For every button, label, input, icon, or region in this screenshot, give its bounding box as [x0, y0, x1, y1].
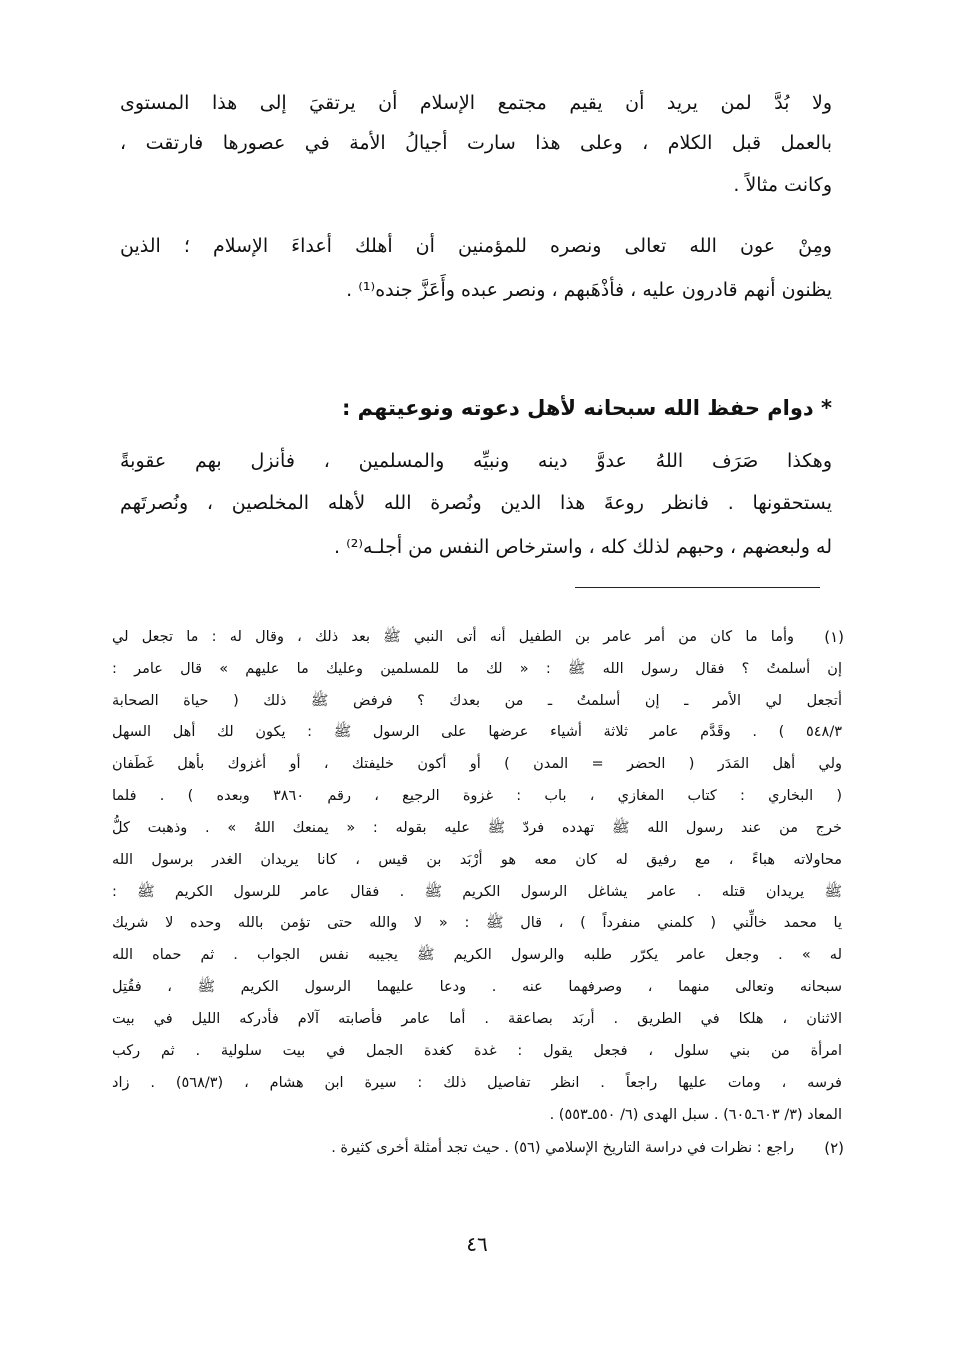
footnote-1-line: محاولاته هباءً ، مع رفيق له كان معه هو أرْبَد بن قيس ، كانا يريدان الغدر برسول الله: [112, 852, 842, 868]
footnote-1-line: سبحانه وتعالى منهما ، وصرفهما عنه . ودعا عليهما الرسول الكريم ﷺ ، فقُتِل: [112, 979, 842, 995]
footnote-1-line: ﷺ يريدان قتله . عامر يشاغل الرسول الكريم ﷺ . فقال عامر للرسول الكريم ﷺ :: [112, 884, 842, 900]
section-heading: * دوام حفظ الله سبحانه لأهل دعوته ونوعيتهم :: [341, 396, 832, 420]
paragraph-2-line: ومِنْ عون الله تعالى ونصره للمؤمنين أن أهلك أعداءَ الإسلام ؛ الذين: [120, 235, 832, 257]
footnote-1-line: ( البخاري : كتاب المغازي ، باب : غزوة الرجيع ، رقم ٣٨٦٠ وبعده ) . فلما: [112, 788, 842, 804]
footnote-1-line: امرأة من بني سلول ، فجعل يقول : غدة كغدة الجمل في بيت سلولية . ثم ركب: [112, 1043, 842, 1059]
footnote-1-line: إن أسلمتُ ؟ فقال رسول الله ﷺ : « لك ما للمسلمين وعليك ما عليهم » قال عامر :: [112, 661, 842, 677]
page-number: ٤٦: [466, 1232, 488, 1256]
paragraph-1-line: بالعمل قبل الكلام ، وعلى هذا سارت أجيالُ الأمة في عصورها فارتقت ،: [120, 132, 832, 154]
footnote-1-marker: (١): [824, 628, 844, 646]
footnote-1-line: ٥٤٨/٣ ) . وقَدَّم عامر ثلاثة أشياء عرضها على الرسول ﷺ : يكون لك أهل السهل: [112, 724, 842, 740]
paragraph-3-line: يستحقونها . فانظر روعةَ هذا الدين ونُصرة الله لأهله المخلصين ، ونُصرتَهم: [120, 492, 832, 514]
paragraph-1-line: وكانت مثالاً .: [733, 174, 832, 196]
footnote-1-line: المعاد (٣/ ٦٠٣ـ٦٠٥) . سبل الهدى (٦/ ٥٥٠ـ٥٥٣) .: [549, 1107, 842, 1123]
footnote-1-line: يا محمد خالِّني ( كلمني منفرداً ) ، قال ﷺ : « لا والله حتى تؤمن بالله وحده لا شريك: [112, 915, 842, 931]
footnote-2-marker: (٢): [824, 1139, 844, 1157]
paragraph-3-line: وهكذا صَرَف اللهُ عدوَّ دينه ونبيِّه والمسلمين ، فأنزل بهم عقوبةً: [120, 450, 832, 472]
footnote-1-line: وأما ما كان من أمر عامر بن الطفيل أنه أتى النبي ﷺ بعد ذلك ، وقال له : ما تجعل لي: [112, 629, 794, 645]
footnote-1-line: خرج من عند رسول الله ﷺ تهدده فردّ ﷺ عليه بقوله : « يمنعك اللهُ » . وذهبت كلُّ: [112, 820, 842, 836]
footnote-1-line: ولي أهل المَدَر ( الحضر = المدن ) أو أكون خليفتك ، أو أغزوك بأهل غَطَفان: [112, 756, 842, 772]
paragraph-2-line: يظنون أنهم قادرون عليه ، فأذْهَبهم ، ونصر عبده وأَعَزَّ جنده⁽¹⁾ .: [346, 279, 832, 301]
footnote-1-line: الاثنان ، هلكا في الطريق . أربَد بصاعقة . أما عامر فأصابته آلام فأدركه الليل في بيت: [112, 1011, 842, 1027]
footnote-1-line: فرسه ، ومات عليها راجعاً . انظر تفاصيل ذلك : سيرة ابن هشام ، (٥٦٨/٣) . زاد: [112, 1075, 842, 1091]
footnote-1-line: أتجعل لي الأمر ـ إن أسلمتُ ـ من بعدك ؟ فرفض ﷺ ذلك ( حياة الصحابة: [112, 693, 842, 709]
footnote-2-line: راجع : نظرات في دراسة التاريخ الإسلامي (٥٦) . حيث تجد أمثلة أخرى كثيرة .: [331, 1140, 794, 1156]
footnote-1-line: له » . وجعل عامر يكرّر طلبه والرسول الكريم ﷺ يجيبه نفس الجواب . ثم حماه الله: [112, 947, 842, 963]
footnote-separator: [575, 587, 820, 588]
paragraph-3-line: له ولبعضهم ، وحبهم لذلك كله ، واسترخاص النفس من أجلـه⁽²⁾ .: [333, 536, 832, 558]
paragraph-1-line: ولا بُدَّ لمن يريد أن يقيم مجتمع الإسلام أن يرتقيَ إلى هذا المستوى: [120, 92, 832, 114]
